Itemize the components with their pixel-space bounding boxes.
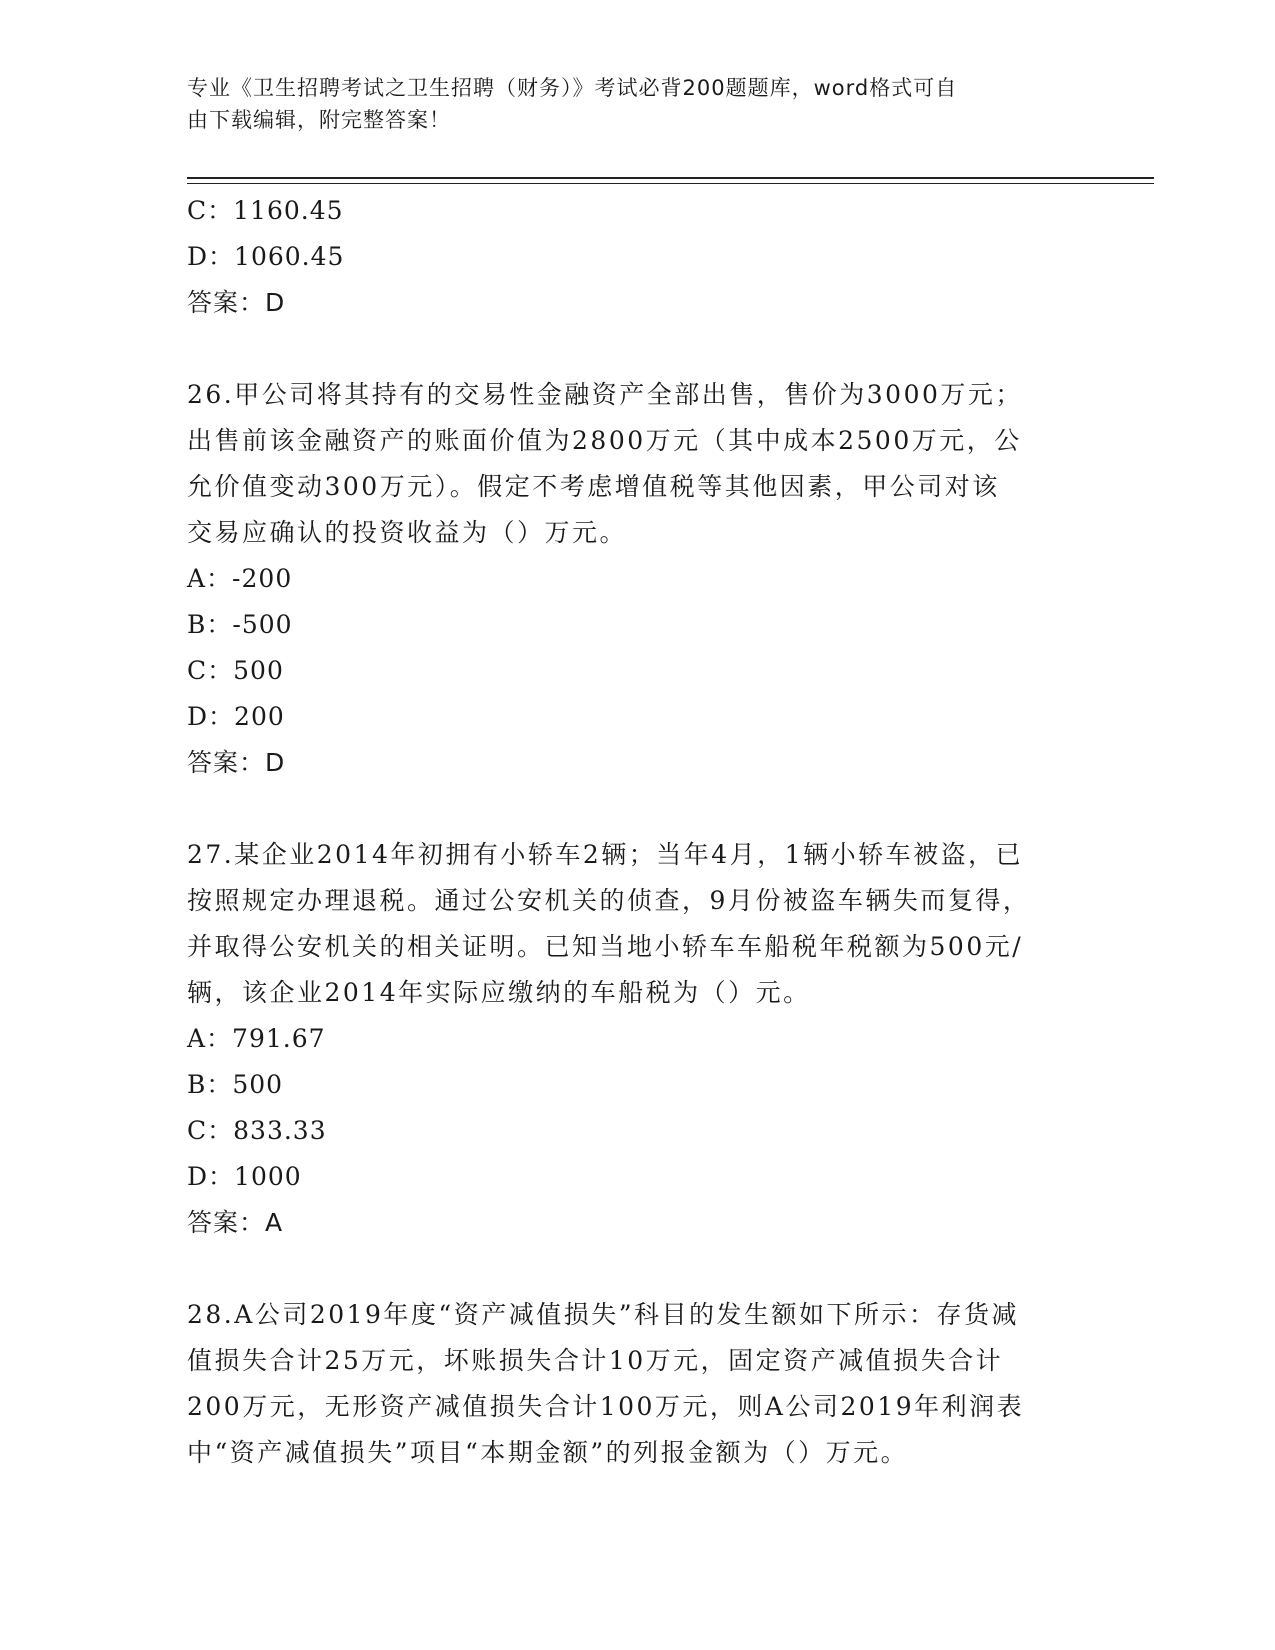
question-text-line: 27.某企业2014年初拥有小轿车2辆；当年4月，1辆小轿车被盗，已 — [187, 840, 1024, 869]
answer-line: 答案：D — [187, 288, 286, 317]
question-text-line: 26.甲公司将其持有的交易性金融资产全部出售，售价为3000万元； — [187, 380, 1023, 409]
option-a: A：-200 — [187, 564, 293, 593]
option-c: C：833.33 — [187, 1116, 327, 1145]
document-body — [187, 188, 1087, 1476]
question-26-options — [187, 556, 1087, 786]
question-text-line: 并取得公安机关的相关证明。已知当地小轿车车船税年税额为500元/ — [187, 932, 1024, 961]
spacer — [187, 1246, 1087, 1292]
option-a: A：791.67 — [187, 1024, 326, 1053]
answer-line: 答案：D — [187, 748, 286, 777]
header-divider-thin — [187, 183, 1154, 184]
option-c: C：500 — [187, 656, 284, 685]
option-d: D：1000 — [187, 1162, 302, 1191]
option-d: D：200 — [187, 702, 285, 731]
header-divider-thick — [187, 177, 1154, 179]
question-text-line: 按照规定办理退税。通过公安机关的侦查，9月份被盗车辆失而复得， — [187, 886, 1031, 915]
option-d: D：1060.45 — [187, 242, 345, 271]
question-27-options — [187, 1016, 1087, 1246]
question-27 — [187, 832, 1087, 1016]
question-text-line: 中“资产减值损失”项目“本期金额”的列报金额为（）万元。 — [187, 1438, 909, 1467]
question-text-line: 200万元，无形资产减值损失合计100万元，则A公司2019年利润表 — [187, 1392, 1025, 1421]
prev-question-block — [187, 188, 1087, 326]
spacer — [187, 326, 1087, 372]
question-28 — [187, 1292, 1087, 1476]
question-text-line: 交易应确认的投资收益为（）万元。 — [187, 518, 628, 547]
spacer — [187, 786, 1087, 832]
question-text-line: 出售前该金融资产的账面价值为2800万元（其中成本2500万元，公 — [187, 426, 1022, 455]
document-header — [187, 72, 1067, 136]
question-26 — [187, 372, 1087, 556]
option-c: C：1160.45 — [187, 196, 344, 225]
header-line-2: 由下载编辑，附完整答案！ — [187, 108, 451, 132]
question-text-line: 值损失合计25万元，坏账损失合计10万元，固定资产减值损失合计 — [187, 1346, 1004, 1375]
question-text-line: 28.A公司2019年度“资产减值损失”科目的发生额如下所示：存货减 — [187, 1300, 1019, 1329]
question-text-line: 允价值变动300万元）。假定不考虑增值税等其他因素，甲公司对该 — [187, 472, 1000, 501]
option-b: B：500 — [187, 1070, 284, 1099]
question-text-line: 辆，该企业2014年实际应缴纳的车船税为（）元。 — [187, 978, 811, 1007]
answer-line: 答案：A — [187, 1208, 284, 1237]
option-b: B：-500 — [187, 610, 293, 639]
header-line-1: 专业《卫生招聘考试之卫生招聘（财务）》考试必背200题题库，word格式可自 — [187, 76, 958, 100]
